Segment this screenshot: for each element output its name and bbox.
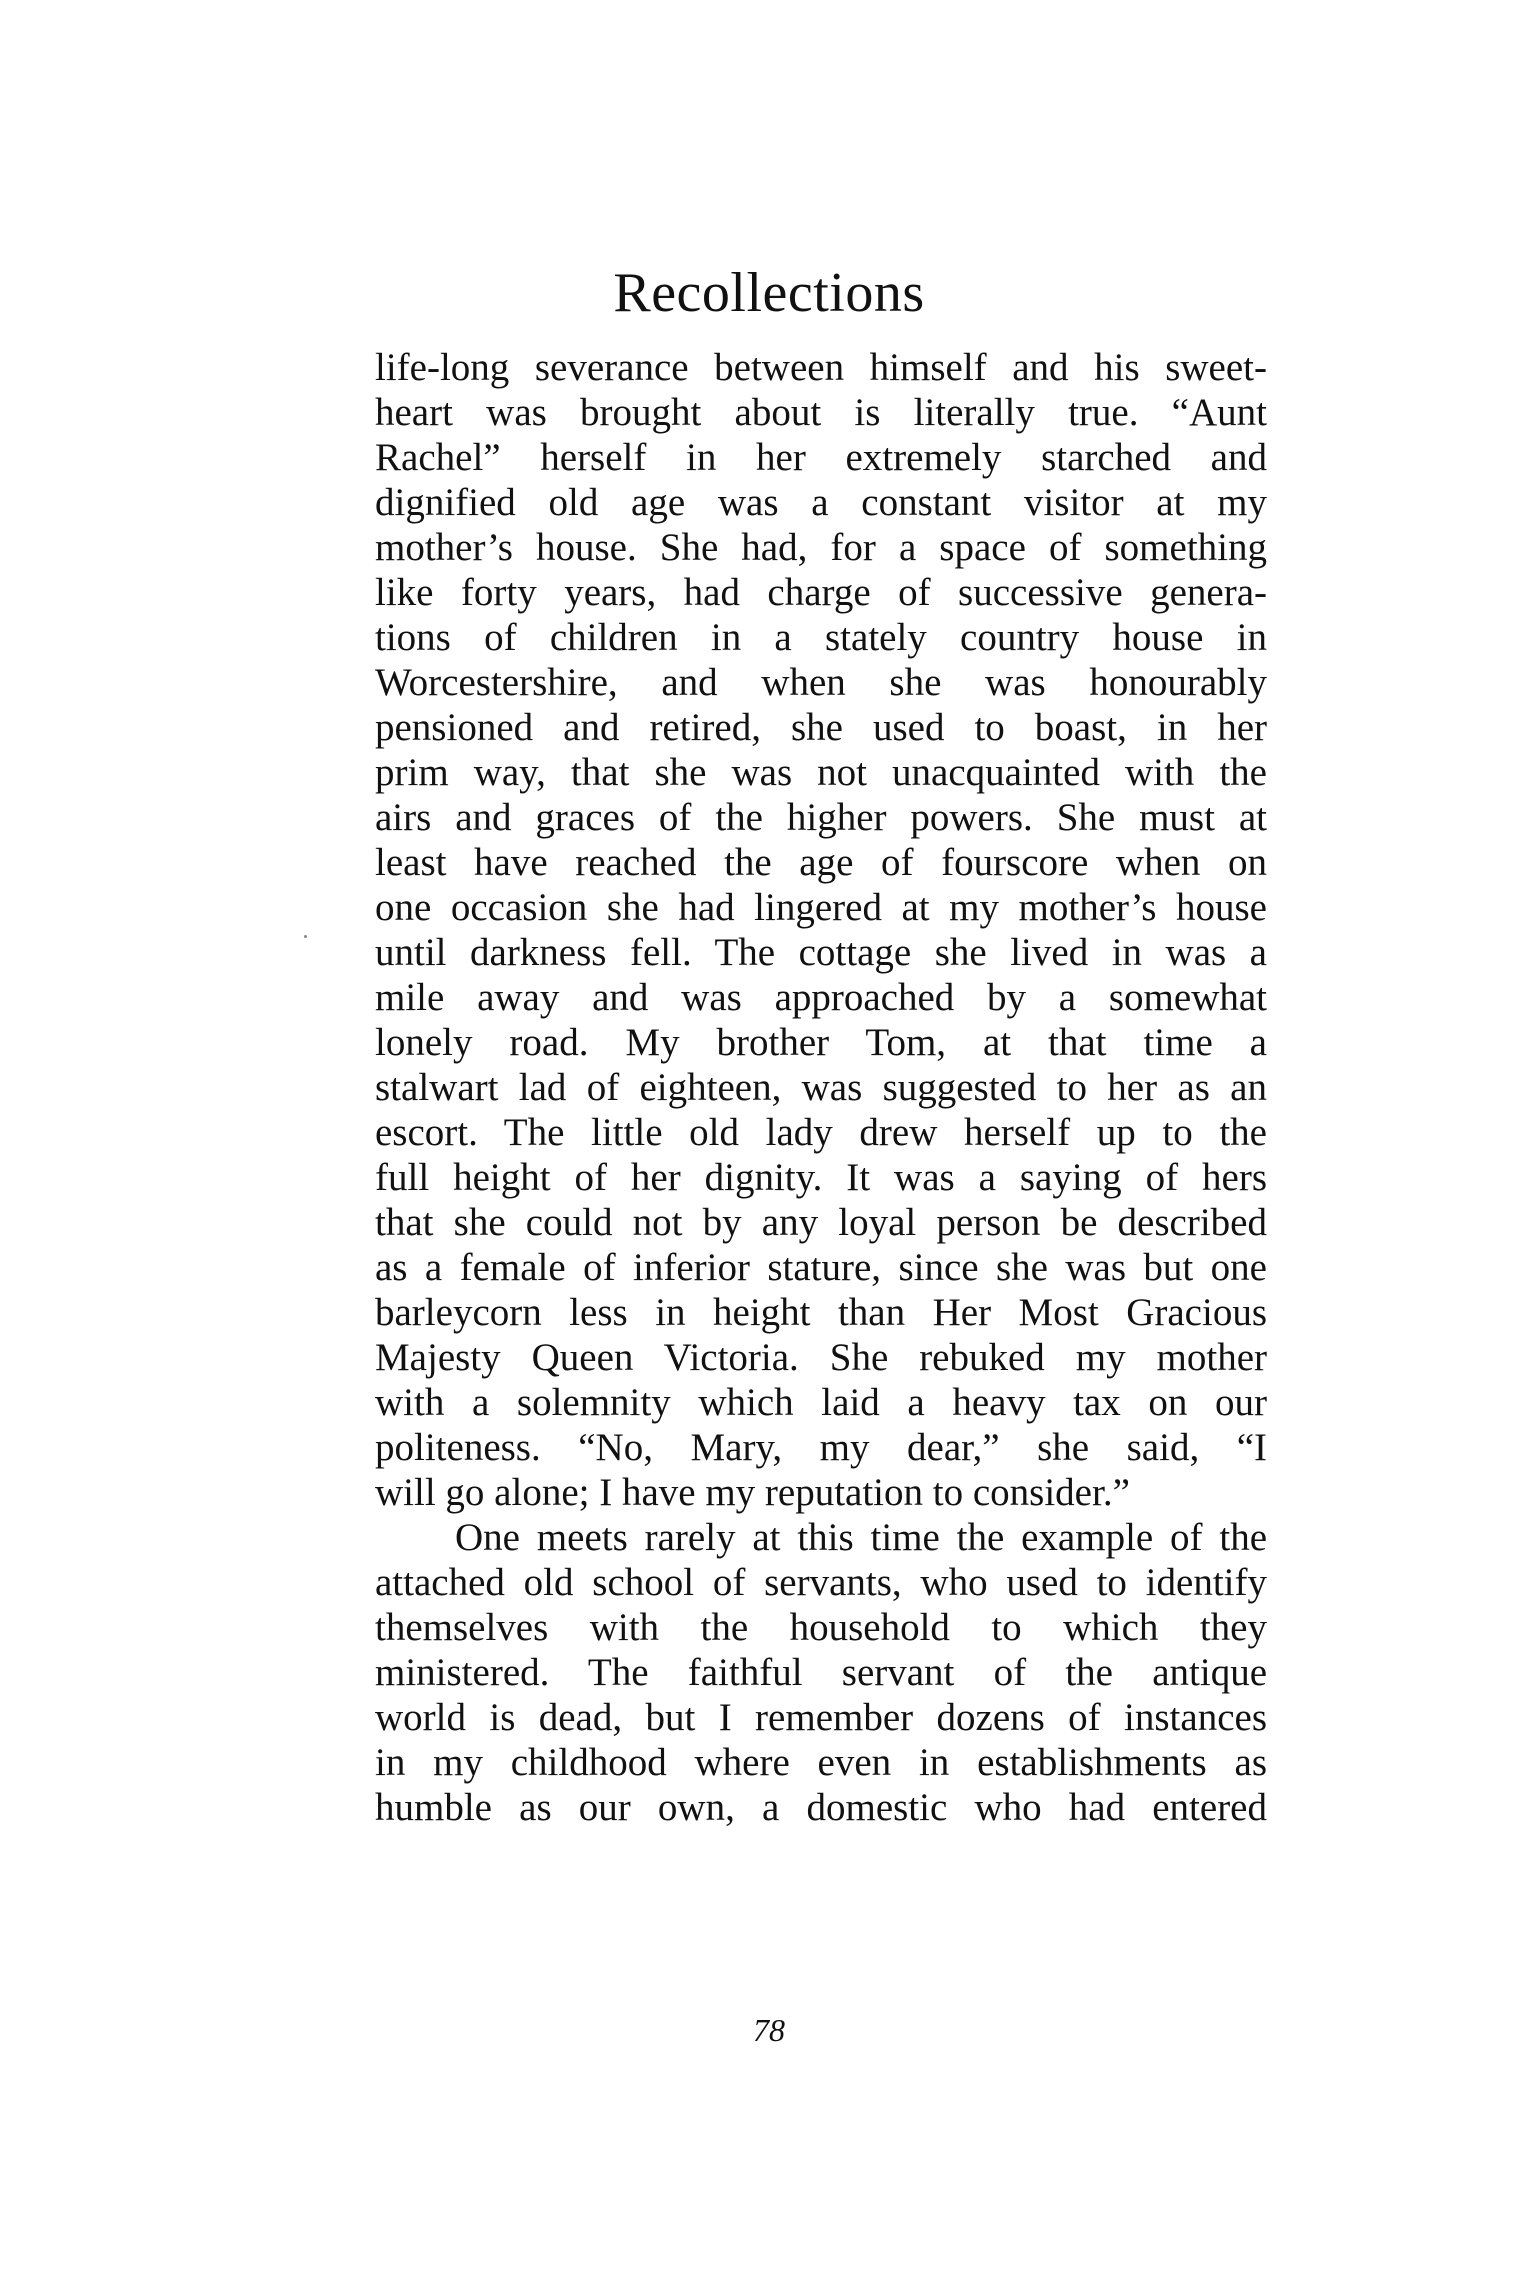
margin-speck: [304, 935, 307, 938]
text-line: least have reached the age of fourscore when on: [375, 841, 1267, 884]
text-line: mother’s house. She had, for a space of something: [375, 526, 1267, 569]
text-line: like forty years, had charge of successive genera-: [375, 571, 1267, 614]
text-line: life-long severance between himself and his sweet-: [375, 346, 1267, 389]
text-line: Worcestershire, and when she was honourably: [375, 661, 1267, 704]
text-line: heart was brought about is literally true. “Aunt: [375, 391, 1267, 434]
text-line: humble as our own, a domestic who had entered: [375, 1786, 1267, 1829]
text-line: until darkness fell. The cottage she lived in was a: [375, 931, 1267, 974]
text-line: prim way, that she was not unacquainted with the: [375, 751, 1267, 794]
text-line: attached old school of servants, who used to identify: [375, 1561, 1267, 1604]
text-line: One meets rarely at this time the example of the: [455, 1516, 1267, 1559]
text-line: that she could not by any loyal person be described: [375, 1201, 1267, 1244]
text-line: politeness. “No, Mary, my dear,” she said, “I: [375, 1426, 1267, 1469]
text-line: themselves with the household to which they: [375, 1606, 1267, 1649]
text-line: in my childhood where even in establishments as: [375, 1741, 1267, 1784]
page-number: 78: [753, 2012, 785, 2048]
text-line: lonely road. My brother Tom, at that time a: [375, 1021, 1267, 1064]
text-line: full height of her dignity. It was a saying of hers: [375, 1156, 1267, 1199]
text-line: ministered. The faithful servant of the antique: [375, 1651, 1267, 1694]
text-line: barleycorn less in height than Her Most Gracious: [375, 1291, 1267, 1334]
text-line: dignified old age was a constant visitor at my: [375, 481, 1267, 524]
running-head: Recollections: [613, 262, 925, 324]
text-line: as a female of inferior stature, since she was but one: [375, 1246, 1267, 1289]
text-line: pensioned and retired, she used to boast, in her: [375, 706, 1267, 749]
text-line: with a solemnity which laid a heavy tax on our: [375, 1381, 1267, 1424]
text-line: airs and graces of the higher powers. She must at: [375, 796, 1267, 839]
paragraph-1: [375, 345, 1267, 1515]
text-line: escort. The little old lady drew herself up to the: [375, 1111, 1267, 1154]
text-line: will go alone; I have my reputation to consider.”: [375, 1471, 1130, 1514]
text-line: Rachel” herself in her extremely starched and: [375, 436, 1267, 479]
text-line: world is dead, but I remember dozens of instances: [375, 1696, 1267, 1739]
text-line: one occasion she had lingered at my mother’s house: [375, 886, 1267, 929]
paragraph-2: [375, 1515, 1267, 1830]
text-line: mile away and was approached by a somewhat: [375, 976, 1267, 1019]
text-line: tions of children in a stately country house in: [375, 616, 1267, 659]
text-line: stalwart lad of eighteen, was suggested to her as an: [375, 1066, 1267, 1109]
body-text: [375, 345, 1267, 1830]
text-line: Majesty Queen Victoria. She rebuked my mother: [375, 1336, 1267, 1379]
